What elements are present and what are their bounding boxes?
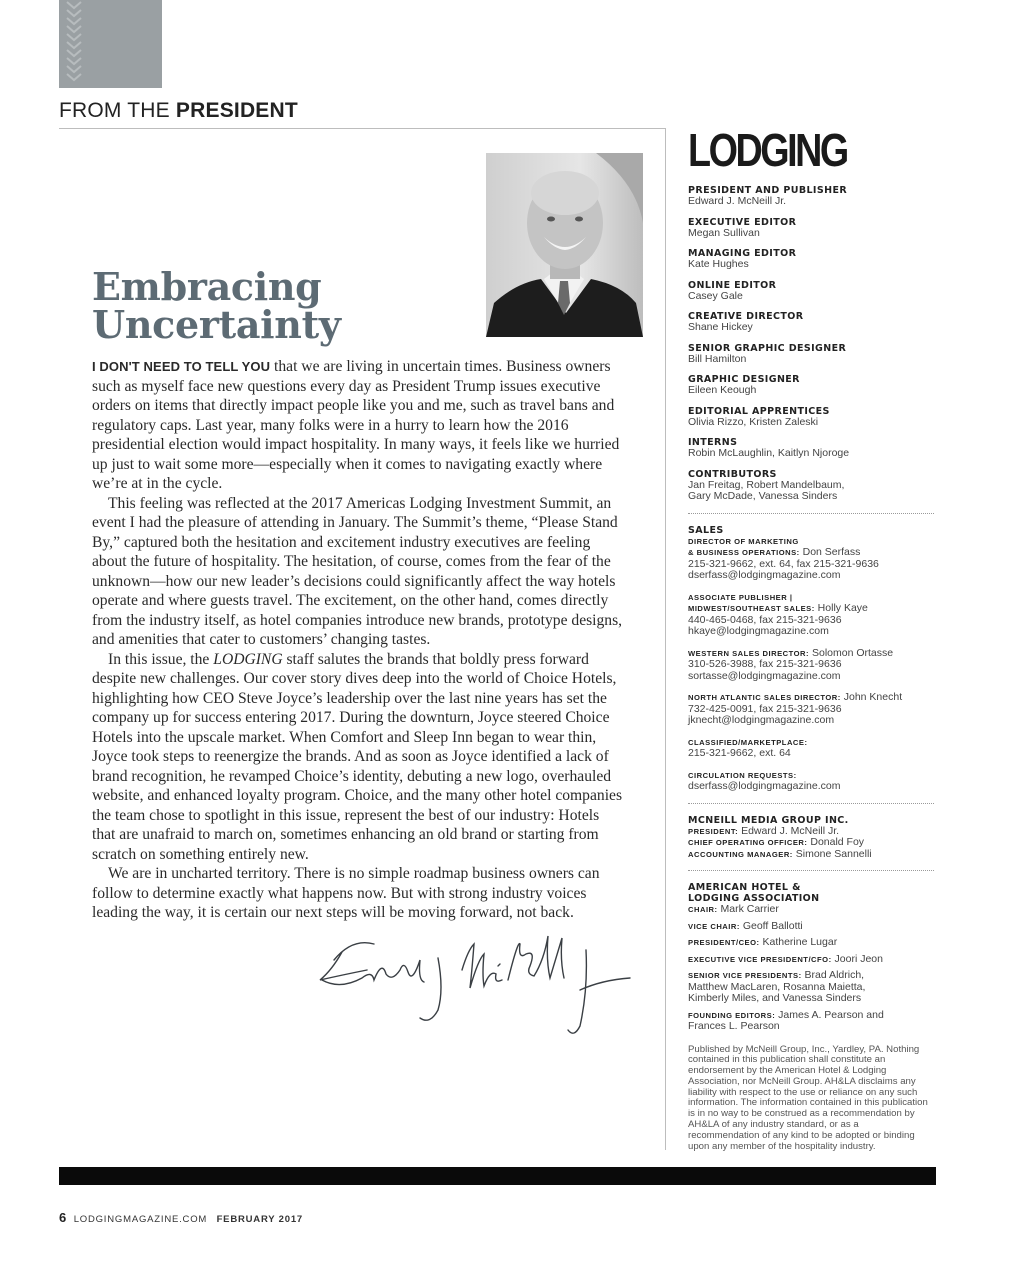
contact-name: Geoff Ballotti	[739, 919, 803, 932]
circulation-requests	[688, 770, 938, 793]
staff-entry	[688, 374, 938, 397]
contact-name: Donald Foy	[807, 836, 865, 848]
ahla-svp	[688, 970, 938, 1005]
staff-role: MANAGING EDITOR	[688, 248, 797, 259]
label: CLASSIFIED/MARKETPLACE:	[688, 737, 808, 747]
label: CHAIR:	[688, 905, 718, 914]
contact-name: Joori Jeon	[831, 952, 883, 965]
mcneill-accounting	[688, 849, 938, 861]
staff-entry	[688, 437, 938, 460]
ahla-founding-editors	[688, 1010, 938, 1033]
paragraph-1	[92, 357, 624, 494]
paragraph-3-start: In this issue, the	[108, 650, 214, 668]
contact-name: Kimberly Miles, and Vanessa Sinders	[688, 992, 862, 1004]
contact-name: Don Serfass	[799, 546, 861, 558]
staff-role: CREATIVE DIRECTOR	[688, 311, 804, 322]
staff-role: GRAPHIC DESIGNER	[688, 374, 800, 385]
label: CHIEF OPERATING OFFICER:	[688, 838, 808, 847]
page-footer	[59, 1210, 303, 1225]
contact-phone: 215-321-9662, ext. 64	[688, 747, 791, 759]
contact-name: Katherine Lugar	[759, 936, 838, 948]
staff-name: Edward J. McNeill Jr.	[688, 195, 787, 207]
portrait-image	[486, 153, 643, 337]
dotted-divider	[688, 513, 934, 514]
contact-email: dserfass@lodgingmagazine.com	[688, 780, 841, 792]
disclaimer: Published by McNeill Group, Inc., Yardley, PA. Nothing contained in this publication shall constitute an endorsement by the American Hotel & Lodging Association, nor McNeill Group. AH&LA disclaims any liability with respect to the use or reliance on any such information. The information contained in this publication is in no way to be construed as a recommendation by AH&LA of any industry standard, or as a recommendation of any kind to be adopted or binding upon any member of the hospitality industry.	[688, 1043, 928, 1152]
president-portrait	[486, 153, 643, 337]
column-divider	[665, 128, 666, 1150]
western-sales	[688, 648, 938, 683]
contact-phone: 215-321-9662, ext. 64, fax 215-321-9636	[688, 557, 879, 570]
paragraph-4: We are in uncharted territory. There is no simple roadmap business owners can follow to determine exactly what happens now. But with strong industry voices leading the way, it is certain our next steps will be moving forward, not back.	[92, 865, 600, 921]
label: DIRECTOR OF MARKETING	[688, 536, 799, 546]
ahla-heading-1: AMERICAN HOTEL &	[688, 882, 801, 893]
contact-name: Solomon Ortasse	[809, 646, 894, 659]
sales-director	[688, 536, 938, 582]
staff-name: Olivia Rizzo, Kristen Zaleski	[688, 415, 819, 428]
page-number: 6	[59, 1210, 67, 1225]
contact-name: Brad Aldrich,	[801, 969, 865, 981]
contact-name: Frances L. Pearson	[688, 1020, 780, 1032]
contact-email: jknecht@lodgingmagazine.com	[688, 714, 835, 726]
contact-name: Holly Kaye	[814, 602, 868, 614]
staff-entry	[688, 280, 938, 303]
section-bold: PRESIDENT	[175, 99, 298, 122]
contact-phone: 732-425-0091, fax 215-321-9636	[688, 702, 842, 715]
paragraph-3-italic: LODGING	[213, 650, 283, 668]
header-rule	[59, 128, 666, 129]
footer-site: LODGINGMAGAZINE.COM	[73, 1214, 208, 1225]
sales-heading: SALES	[688, 524, 724, 536]
classified-marketplace	[688, 737, 938, 760]
label: VICE CHAIR:	[688, 921, 740, 931]
contact-email: dserfass@lodgingmagazine.com	[688, 569, 841, 581]
label: PRESIDENT/CEO:	[688, 938, 760, 947]
label: SENIOR VICE PRESIDENTS:	[688, 971, 802, 980]
label: & BUSINESS OPERATIONS:	[688, 548, 800, 557]
contact-name: Matthew MacLaren, Rosanna Maietta,	[688, 980, 866, 993]
staff-role: SENIOR GRAPHIC DESIGNER	[688, 342, 847, 354]
corner-tab-decoration	[59, 0, 162, 88]
staff-role: EXECUTIVE EDITOR	[688, 216, 797, 228]
masthead	[688, 124, 938, 1152]
contact-name: James A. Pearson and	[775, 1008, 884, 1021]
lodging-logo: LODGING	[688, 124, 847, 176]
ahla-heading-2: LODGING ASSOCIATION	[688, 893, 820, 904]
staff-name: Eileen Keough	[688, 384, 757, 396]
staff-entry	[688, 406, 938, 429]
staff-name: Robin McLaughlin, Kaitlyn Njoroge	[688, 447, 850, 459]
ahla-ceo	[688, 937, 938, 949]
label: NORTH ATLANTIC SALES DIRECTOR:	[688, 693, 841, 702]
ahla-evp	[688, 954, 938, 966]
contact-name: Simone Sannelli	[792, 847, 872, 860]
staff-entry	[688, 343, 938, 366]
staff-role: INTERNS	[688, 437, 738, 448]
staff-role: PRESIDENT AND PUBLISHER	[688, 185, 848, 196]
label: PRESIDENT:	[688, 826, 739, 836]
contact-email: hkaye@lodgingmagazine.com	[688, 625, 829, 637]
staff-name: Gary McDade, Vanessa Sinders	[688, 490, 838, 502]
contact-phone: 310-526-3988, fax 215-321-9636	[688, 658, 842, 670]
staff-name: Bill Hamilton	[688, 352, 747, 365]
contact-name: Mark Carrier	[717, 903, 779, 915]
ahla-vice-chair	[688, 921, 938, 933]
staff-name: Kate Hughes	[688, 258, 749, 270]
dotted-divider	[688, 870, 934, 871]
staff-entry	[688, 469, 938, 503]
label: CIRCULATION REQUESTS:	[688, 770, 797, 780]
ahla-chair	[688, 904, 938, 916]
paragraph-1-text: that we are living in uncertain times. Business owners such as myself face new questions every day as President Trump issues executive orders on items that directly impact people like you and me, such as travel bans and regulatory caps. Last year, many folks were in a hurry to learn how the 2016 presidential election would impact hospitality. In many ways, it feels like we hurried up just to wait some more—especially when it comes to navigating exactly where we’re at in the cycle.	[92, 358, 620, 492]
footer-date: FEBRUARY 2017	[216, 1214, 304, 1225]
staff-entry	[688, 248, 938, 271]
contact-email: sortasse@lodgingmagazine.com	[688, 669, 841, 682]
north-atlantic-sales	[688, 692, 938, 727]
paragraph-2: This feeling was reflected at the 2017 Americas Lodging Investment Summit, an event I had the pleasure of attending in January. The Summit’s theme, “Please Stand By,” captured both the hesitation and excitement industry executives are feeling about the future of hospitality. The hesitation, of course, comes from the fear of the unknown—how our new leader’s decisions could significantly affect the way hotels operate and where guests travel. The excitement, on the other hand, comes directly from the industry itself, as hotel companies introduce new brands, prototype designs, and amenities that cater to customers’ changing tastes.	[92, 494, 623, 648]
section-label	[59, 99, 298, 123]
lead-in: I DON'T NEED TO TELL YOU	[92, 359, 271, 374]
signature-image	[312, 930, 632, 1040]
label: ASSOCIATE PUBLISHER |	[688, 592, 793, 602]
mcneill-heading: MCNEILL MEDIA GROUP INC.	[688, 814, 849, 826]
staff-role: CONTRIBUTORS	[688, 468, 777, 480]
article-headline	[92, 264, 341, 347]
label: FOUNDING EDITORS:	[688, 1010, 776, 1020]
staff-name: Shane Hickey	[688, 321, 753, 333]
paragraph-3	[92, 650, 624, 865]
staff-entry	[688, 311, 938, 334]
contact-phone: 440-465-0468, fax 215-321-9636	[688, 613, 842, 626]
headline-line-1: Embracing	[92, 264, 322, 309]
associate-publisher	[688, 592, 938, 638]
staff-entry	[688, 185, 938, 208]
staff-name: Jan Freitag, Robert Mandelbaum,	[688, 478, 845, 491]
dotted-divider	[688, 803, 934, 804]
article-body	[92, 357, 624, 923]
staff-role: ONLINE EDITOR	[688, 279, 777, 291]
label: EXECUTIVE VICE PRESIDENT/CFO:	[688, 954, 832, 964]
section-prefix: FROM THE	[59, 99, 176, 122]
paragraph-3-text: staff salutes the brands that boldly press forward despite new challenges. Our cover story dives deep into the world of Choice Hotels, highlighting how CEO Steve Joyce’s leadership over the last nine years has set the company up for success entering 2017. During the downturn, Joyce steered Choice Hotels into the upscale market. When Comfort and Sleep Inn began to wear thin, Joyce took steps to reenergize the brands. And as soon as Joyce identified a lack of brand recognition, he revamped Choice’s identity, debuting a new logo, overhauled website, and enhanced loyalty program. Choice, and the many other hotel companies the team chose to spotlight in this issue, represent the best of our industry: Hotels that are unafraid to march on, sometimes enhancing an old brand or starting from scratch on something entirely new.	[92, 650, 623, 863]
staff-name: Casey Gale	[688, 289, 743, 302]
footer-bar	[59, 1167, 936, 1185]
label: WESTERN SALES DIRECTOR:	[688, 648, 810, 658]
label: ACCOUNTING MANAGER:	[688, 849, 793, 859]
headline-line-2: Uncertainty	[92, 302, 341, 347]
chevron-pattern-icon	[63, 0, 85, 88]
staff-entry	[688, 217, 938, 240]
contact-name: John Knecht	[840, 691, 903, 703]
staff-role: EDITORIAL APPRENTICES	[688, 405, 830, 417]
staff-name: Megan Sullivan	[688, 226, 760, 239]
contact-name: Edward J. McNeill Jr.	[738, 824, 840, 837]
label: MIDWEST/SOUTHEAST SALES:	[688, 604, 815, 613]
